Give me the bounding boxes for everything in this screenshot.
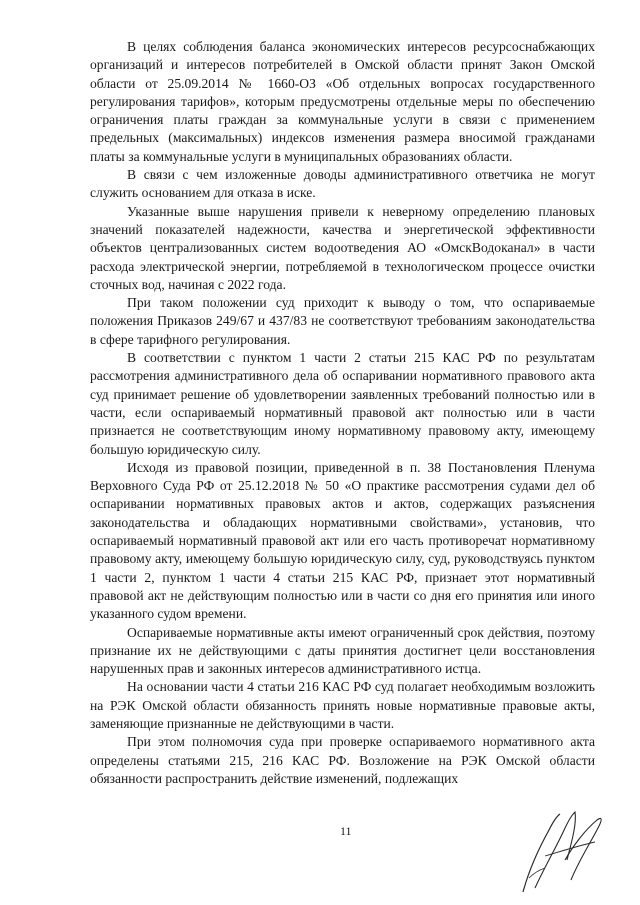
handwritten-signature <box>505 800 615 900</box>
paragraph-5: В соответствии с пунктом 1 части 2 статьи 215 КАС РФ по результатам рассмотрения административного дела об оспаривании нормативного правового акта суд принимает решение об удовлетворении заявленных требований полностью или в части, если оспариваемый нормативный правовой акт полностью или в части признается не соответствующим иному нормативному правовому акту, имеющему большую юридическую силу. <box>90 350 595 457</box>
paragraph-6: Исходя из правовой позиции, приведенной в п. 38 Постановления Пленума Верховного Суда РФ от 25.12.2018 № 50 «О практике рассмотрения судами дел об оспаривании нормативных правовых актов и актов, содержащих разъяснения законодательства и обладающих нормативными свойствами», установив, что оспариваемый нормативный правовой акт или его часть противоречат нормативному правовому акту, имеющему большую юридическую силу, суд, руководствуясь пунктом 1 части 2, пунктом 1 части 4 статьи 215 КАС РФ, признает этот нормативный правовой акт не действующим полностью или в части со дня его принятия или иного указанного судом времени. <box>90 459 595 622</box>
paragraph-3: Указанные выше нарушения привели к неверному определению плановых значений показателей надежности, качества и энергетической эффективности объектов централизованных систем водоотведения АО «ОмскВодоканал» в части расхода электрической энергии, потребляемой в технологическом процессе очистки сточных вод, начиная с 2022 года. <box>90 203 595 292</box>
paragraph-9: При этом полномочия суда при проверке оспариваемого нормативного акта определены статьями 215, 216 КАС РФ. Возложение на РЭК Омской области обязанности распространить действие изменений, подлежащих <box>90 734 595 786</box>
paragraph-2: В связи с чем изложенные доводы административного ответчика не могут служить основанием для отказа в иске. <box>90 167 595 201</box>
paragraph-7: Оспариваемые нормативные акты имеют ограниченный срок действия, поэтому признание их не действующими с даты принятия достигнет цели восстановления нарушенных прав и законных интересов административного истца. <box>90 624 595 677</box>
page-number: 11 <box>340 824 352 838</box>
document-body <box>90 38 595 788</box>
paragraph-8: На основании части 4 статьи 216 КАС РФ суд полагает необходимым возложить на РЭК Омской области обязанность принять новые нормативные правовые акты, заменяющие признанные не действующими в части. <box>90 679 595 731</box>
paragraph-1: В целях соблюдения баланса экономических интересов ресурсоснабжающих организаций и интересов потребителей в Омской области принят Закон Омской области от 25.09.2014 № 1660-ОЗ «Об отдельных вопросах государственного регулирования тарифов», которым предусмотрены отдельные меры по обеспечению ограничения платы граждан за коммунальные услуги в связи с применением предельных (максимальных) индексов изменения размера вносимой гражданами платы за коммунальные услуги в муниципальных образованиях области. <box>90 39 595 164</box>
paragraph-4: При таком положении суд приходит к выводу о том, что оспариваемые положения Приказов 249/67 и 437/83 не соответствуют требованиям законодательства в сфере тарифного регулирования. <box>90 295 595 347</box>
